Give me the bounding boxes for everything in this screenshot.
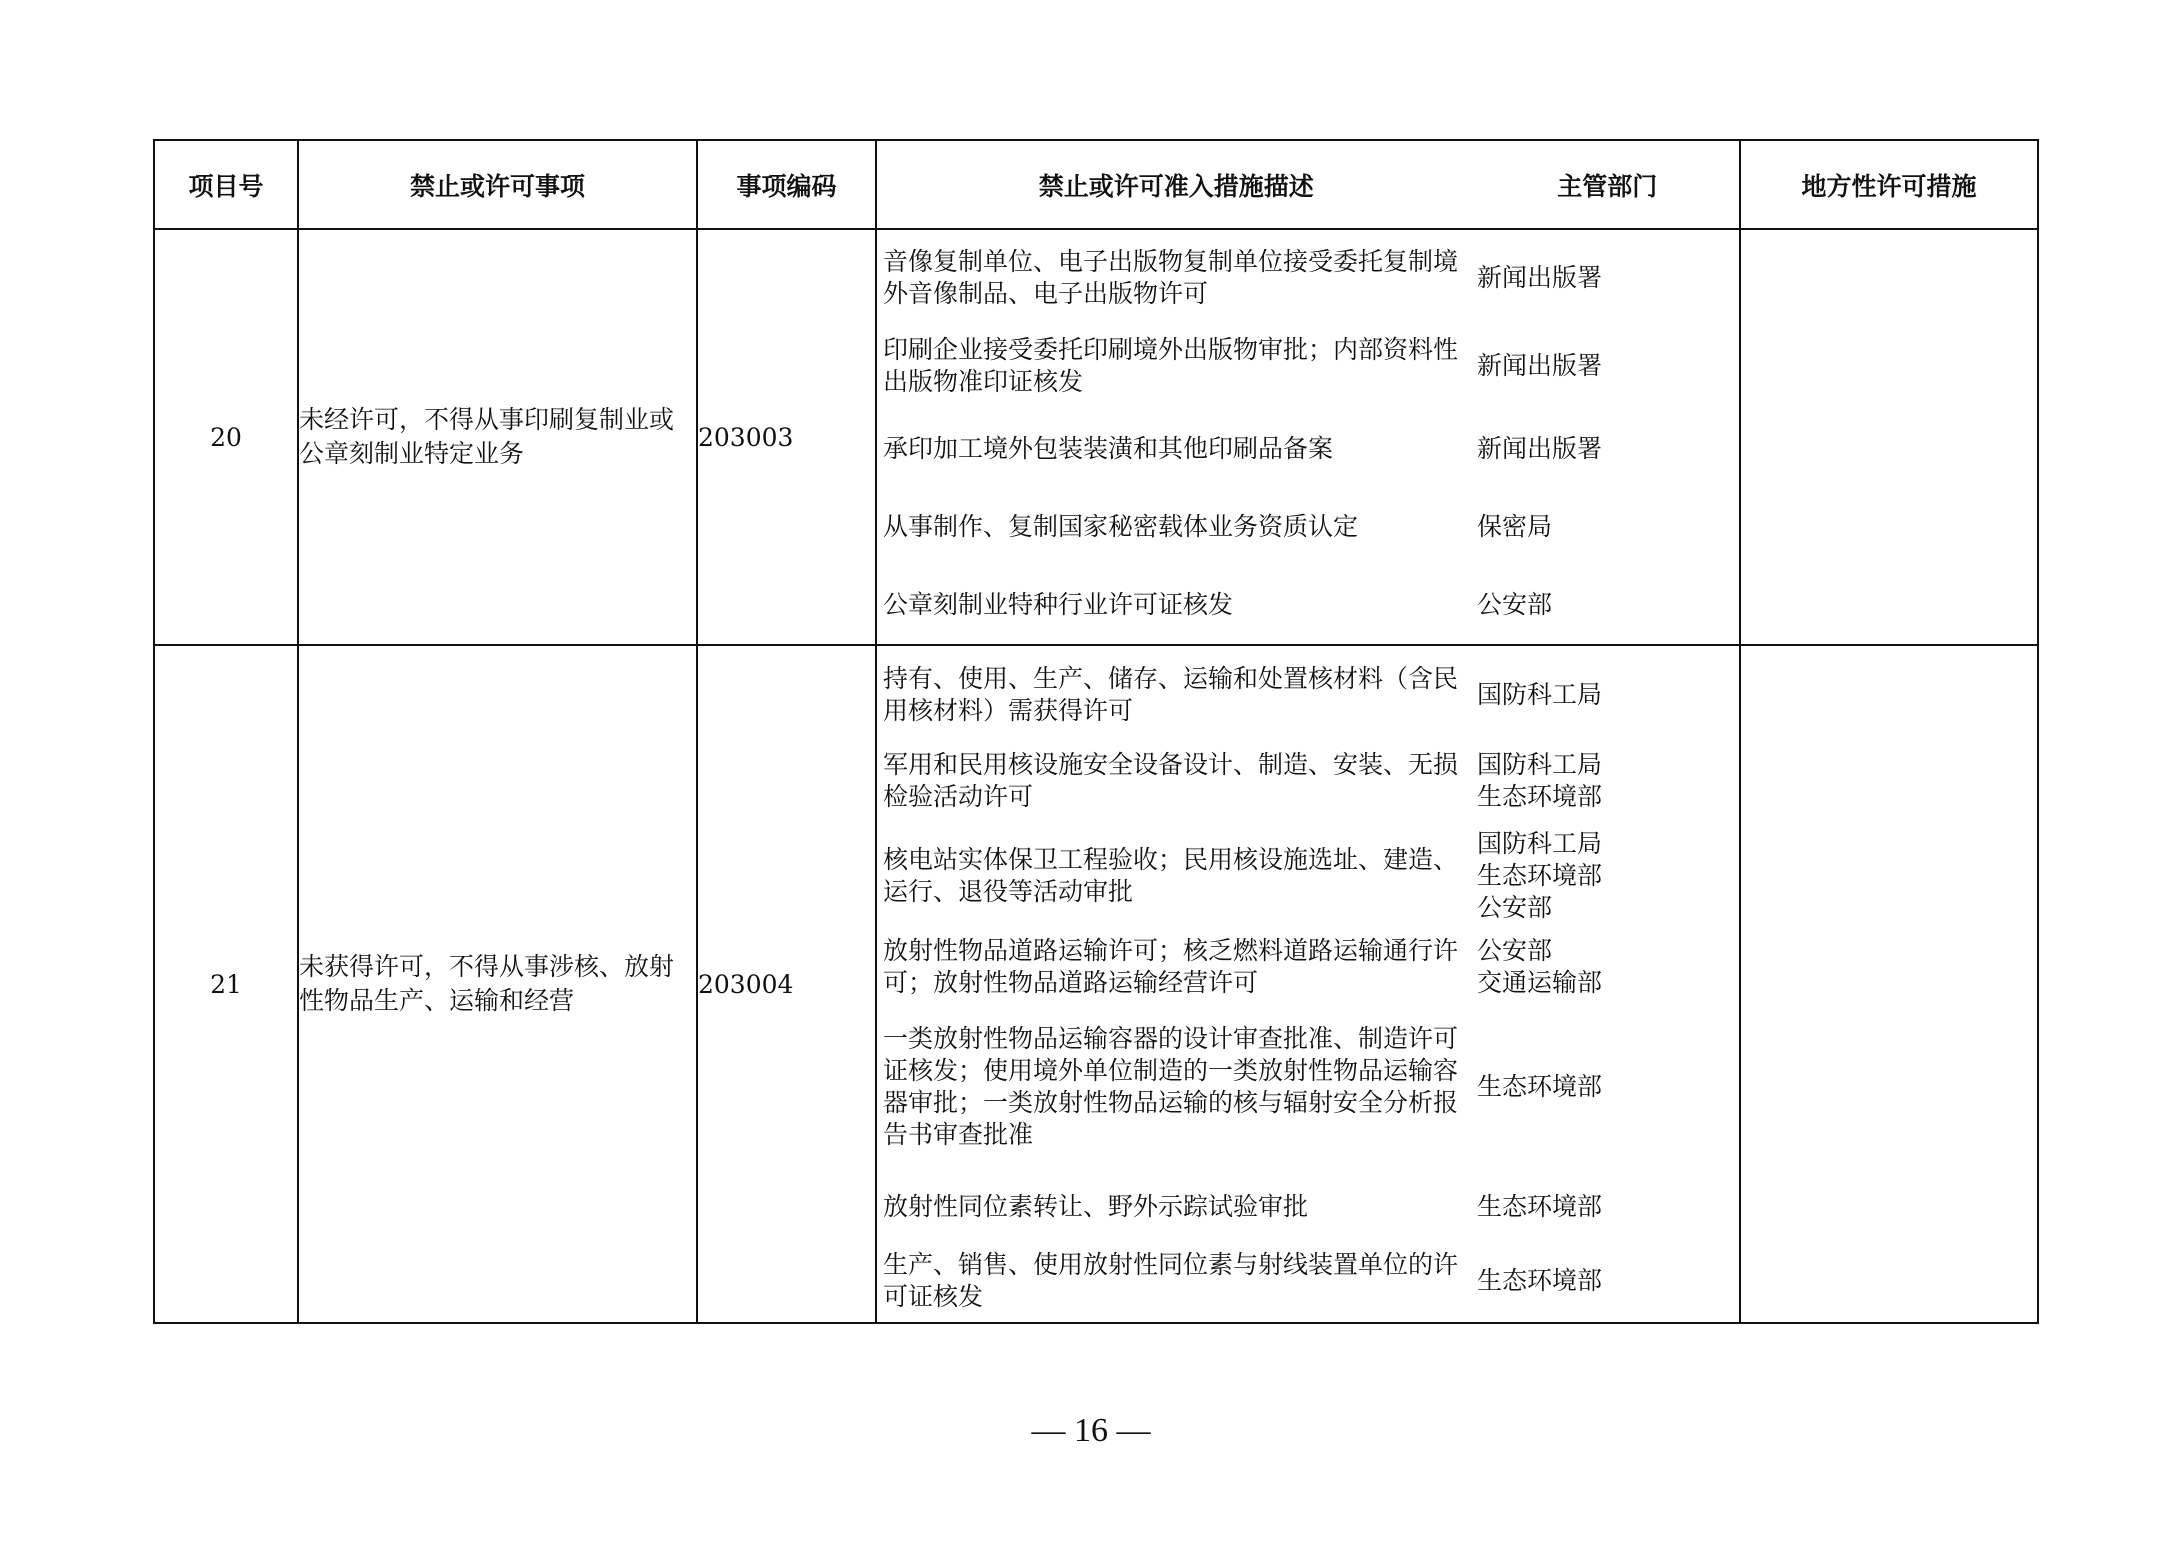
row-item-text: 未经许可，不得从事印刷复制业或公章刻制业特定业务 (298, 229, 697, 645)
measure-entry (877, 826, 1739, 926)
header-prohibited-or-permitted-item: 禁止或许可事项 (298, 140, 697, 229)
measure-department: 生态环境部 (1477, 1072, 1603, 1101)
measure-description: 持有、使用、生产、储存、运输和处置核材料（含民用核材料）需获得许可 (883, 664, 1459, 725)
permit-table (153, 139, 2039, 1324)
measure-entry (877, 322, 1739, 410)
row-item-text: 未获得许可，不得从事涉核、放射性物品生产、运输和经营 (298, 645, 697, 1323)
measure-entry (877, 1166, 1739, 1248)
measure-entry (877, 1008, 1739, 1166)
header-item-number: 项目号 (154, 140, 298, 229)
page-number: — 16 — (1031, 1412, 1151, 1449)
header-local-permit-measures: 地方性许可措施 (1740, 140, 2038, 229)
table-header-row (154, 140, 2038, 229)
measure-entry (877, 410, 1739, 488)
measure-department: 国防科工局 生态环境部 公安部 (1477, 829, 1603, 922)
measure-department: 公安部 交通运输部 (1477, 936, 1603, 997)
header-item-code: 事项编码 (697, 140, 876, 229)
measure-description: 军用和民用核设施安全设备设计、制造、安装、无损检验活动许可 (883, 750, 1459, 811)
measure-department: 生态环境部 (1477, 1266, 1603, 1295)
header-measure-description: 禁止或许可准入措施描述 (1038, 171, 1314, 201)
measure-department: 新闻出版署 (1477, 263, 1603, 292)
measure-department: 保密局 (1477, 512, 1553, 541)
row-item-number: 21 (154, 645, 298, 1323)
measure-department: 国防科工局 生态环境部 (1477, 750, 1603, 811)
table-row (154, 645, 2038, 1323)
measure-entry (877, 488, 1739, 566)
measure-description: 从事制作、复制国家秘密载体业务资质认定 (883, 512, 1359, 541)
measure-entry (877, 736, 1739, 826)
measure-department: 新闻出版署 (1477, 434, 1603, 463)
measure-description: 公章刻制业特种行业许可证核发 (883, 590, 1234, 619)
measure-department: 公安部 (1477, 590, 1553, 619)
measure-description: 印刷企业接受委托印刷境外出版物审批；内部资料性出版物准印证核发 (883, 335, 1459, 396)
measure-description: 放射性同位素转让、野外示踪试验审批 (883, 1192, 1309, 1221)
header-measure-description-and-department (876, 140, 1740, 229)
measure-entry (877, 926, 1739, 1008)
measure-description: 核电站实体保卫工程验收；民用核设施选址、建造、运行、退役等活动审批 (883, 845, 1459, 906)
measure-description: 生产、销售、使用放射性同位素与射线装置单位的许可证核发 (883, 1250, 1459, 1311)
measure-entry (877, 1248, 1739, 1314)
row-item-code: 203003 (697, 229, 876, 645)
row-measures (876, 645, 1740, 1323)
row-measures (876, 229, 1740, 645)
measure-department: 新闻出版署 (1477, 351, 1603, 380)
header-competent-department: 主管部门 (1557, 171, 1658, 201)
measure-department: 国防科工局 (1477, 680, 1603, 709)
measure-description: 一类放射性物品运输容器的设计审查批准、制造许可证核发；使用境外单位制造的一类放射性物品运输容器审批；一类放射性物品运输的核与辐射安全分析报告书审查批准 (883, 1024, 1459, 1149)
row-item-code: 203004 (697, 645, 876, 1323)
row-local-permit-measures (1740, 645, 2038, 1323)
measure-description: 承印加工境外包装装潢和其他印刷品备案 (883, 434, 1334, 463)
measure-entry (877, 566, 1739, 644)
measure-department: 生态环境部 (1477, 1192, 1603, 1221)
measure-description: 放射性物品道路运输许可；核乏燃料道路运输通行许可；放射性物品道路运输经营许可 (883, 936, 1459, 997)
measure-entry (877, 654, 1739, 736)
measure-entry (877, 234, 1739, 322)
measure-description: 音像复制单位、电子出版物复制单位接受委托复制境外音像制品、电子出版物许可 (883, 247, 1459, 308)
row-local-permit-measures (1740, 229, 2038, 645)
row-item-number: 20 (154, 229, 298, 645)
table-row (154, 229, 2038, 645)
